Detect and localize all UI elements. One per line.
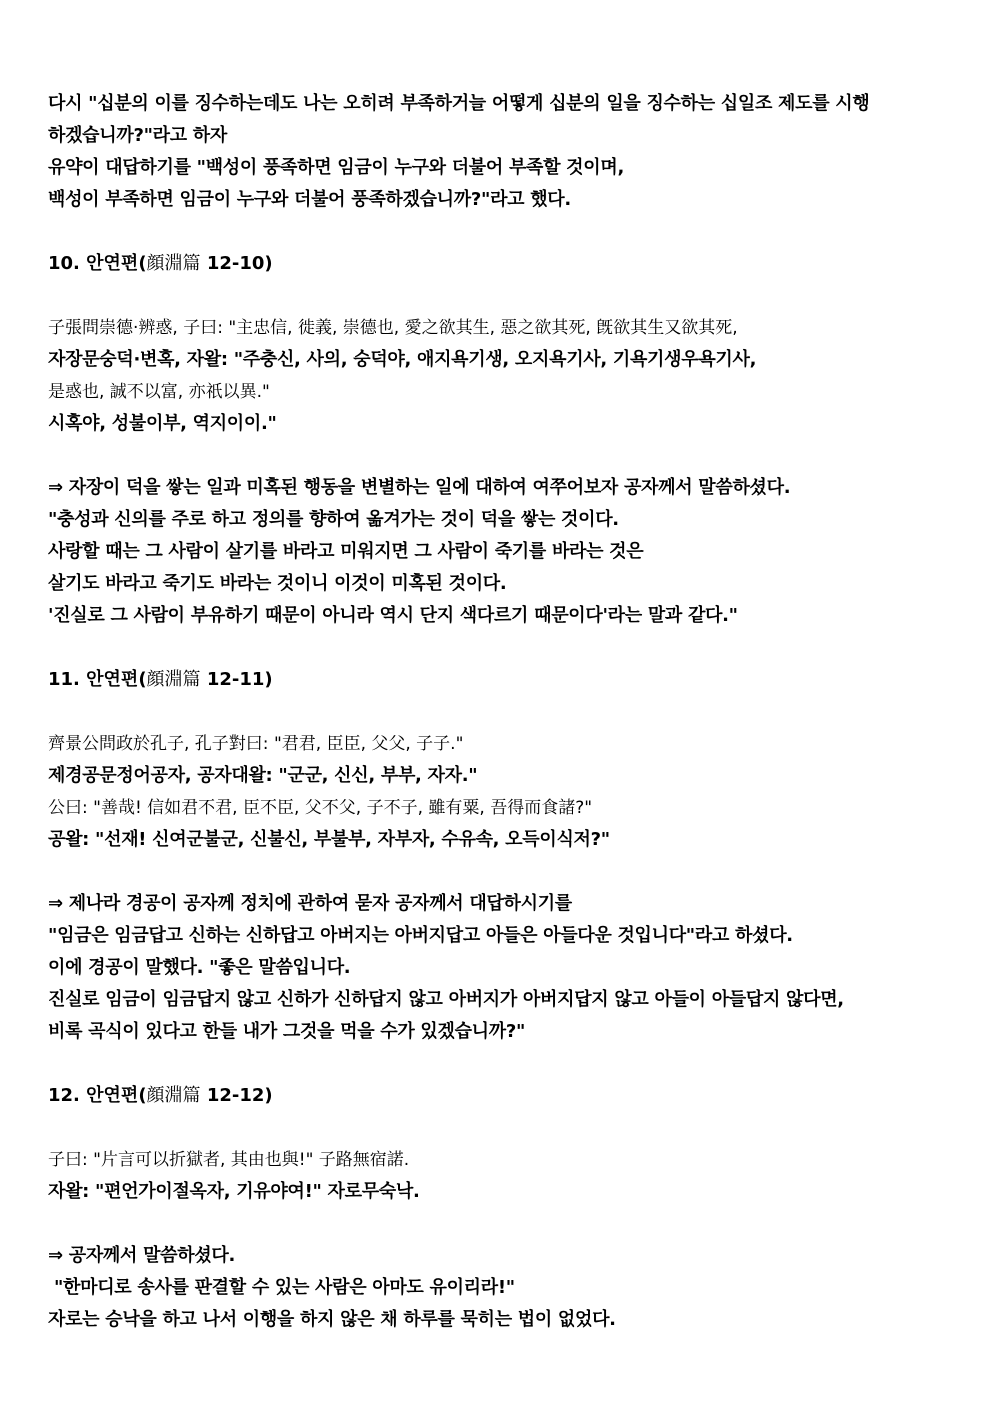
section-10 [48, 248, 948, 632]
original-reading-line: 자장문숭덕·변혹, 자왈: "주충신, 사의, 숭덕야, 애지욕기생, 오지욕기사, 기욕기생우욕기사, [48, 349, 757, 370]
intro-line: 다시 "십분의 이를 징수하는데도 나는 오히려 부족하거늘 어떻게 십분의 일을 징수하는 십일조 제도를 시행 [48, 93, 870, 114]
section-heading [48, 248, 948, 280]
original-hanja-line: 齊景公問政於孔子, 孔子對曰: "君君, 臣臣, 父父, 子子." [48, 734, 464, 754]
translation-line: 진실로 임금이 임금답지 않고 신하가 신하답지 않고 아버지가 아버지답지 않고 아들이 아들답지 않다면, [48, 989, 844, 1010]
heading-hanja: 顔淵篇 [146, 1085, 201, 1106]
intro-line: 백성이 부족하면 임금이 누구와 더불어 풍족하겠습니까?"라고 했다. [48, 189, 571, 210]
intro-line: 하겠습니까?"라고 하자 [48, 125, 227, 146]
original-hanja-line: 公曰: "善哉! 信如君不君, 臣不臣, 父不父, 子不子, 雖有粟, 吾得而食諸?" [48, 798, 593, 818]
spacer [48, 696, 948, 728]
document-page [48, 88, 948, 1336]
translation-line: 자로는 승낙을 하고 나서 이행을 하지 않은 채 하루를 묵히는 법이 없었다. [48, 1309, 616, 1330]
translation-line: 이에 경공이 말했다. "좋은 말씀입니다. [48, 957, 351, 978]
spacer [48, 1048, 948, 1080]
original-reading-line: 제경공문정어공자, 공자대왈: "군군, 신신, 부부, 자자." [48, 765, 478, 786]
original-reading-line: 공왈: "선재! 신여군불군, 신불신, 부불부, 자부자, 수유속, 오득이식저?" [48, 829, 610, 850]
spacer [48, 856, 948, 888]
translation-line: ⇒ 공자께서 말씀하셨다. [48, 1245, 236, 1266]
section-heading [48, 1080, 948, 1112]
intro-paragraph [48, 88, 948, 216]
heading-prefix: 12. 안연편( [48, 1085, 147, 1106]
translation-line: '진실로 그 사람이 부유하기 때문이 아니라 역시 단지 색다르기 때문이다'라는 말과 같다." [48, 605, 738, 626]
translation-line: "한마디로 송사를 판결할 수 있는 사람은 아마도 유이리라!" [48, 1277, 515, 1298]
original-hanja-line: 是惑也, 誠不以富, 亦祇以異." [48, 382, 270, 402]
intro-line: 유약이 대답하기를 "백성이 풍족하면 임금이 누구와 더불어 부족할 것이며, [48, 157, 624, 178]
heading-hanja: 顔淵篇 [146, 669, 201, 690]
translation-line: ⇒ 제나라 경공이 공자께 정치에 관하여 묻자 공자께서 대답하시기를 [48, 893, 572, 914]
spacer [48, 1112, 948, 1144]
translation-line: 살기도 바라고 죽기도 바라는 것이니 이것이 미혹된 것이다. [48, 573, 507, 594]
spacer [48, 440, 948, 472]
heading-suffix: 12-10) [200, 253, 273, 274]
original-reading-line: 자왈: "편언가이절옥자, 기유야여!" 자로무숙낙. [48, 1181, 420, 1202]
translation-line: "충성과 신의를 주로 하고 정의를 향하여 옮겨가는 것이 덕을 쌓는 것이다. [48, 509, 619, 530]
spacer [48, 216, 948, 248]
translation-line: 사랑할 때는 그 사람이 살기를 바라고 미워지면 그 사람이 죽기를 바라는 것은 [48, 541, 644, 562]
heading-suffix: 12-11) [200, 669, 273, 690]
translation-line: 비록 곡식이 있다고 한들 내가 그것을 먹을 수가 있겠습니까?" [48, 1021, 526, 1042]
original-reading-line: 시혹야, 성불이부, 역지이이." [48, 413, 277, 434]
original-hanja-line: 子張問崇德·辨惑, 子曰: "主忠信, 徙義, 崇德也, 愛之欲其生, 惡之欲其死, 旣欲其生又欲其死, [48, 318, 738, 338]
heading-prefix: 11. 안연편( [48, 669, 147, 690]
section-12 [48, 1080, 948, 1336]
section-11 [48, 664, 948, 1048]
heading-hanja: 顔淵篇 [146, 253, 201, 274]
translation-line: ⇒ 자장이 덕을 쌓는 일과 미혹된 행동을 변별하는 일에 대하여 여쭈어보자 공자께서 말씀하셨다. [48, 477, 791, 498]
section-heading [48, 664, 948, 696]
original-hanja-line: 子曰: "片言可以折獄者, 其由也與!" 子路無宿諾. [48, 1150, 410, 1170]
spacer [48, 280, 948, 312]
heading-prefix: 10. 안연편( [48, 253, 147, 274]
spacer [48, 632, 948, 664]
spacer [48, 1208, 948, 1240]
translation-line: "임금은 임금답고 신하는 신하답고 아버지는 아버지답고 아들은 아들다운 것입니다"라고 하셨다. [48, 925, 793, 946]
heading-suffix: 12-12) [200, 1085, 273, 1106]
